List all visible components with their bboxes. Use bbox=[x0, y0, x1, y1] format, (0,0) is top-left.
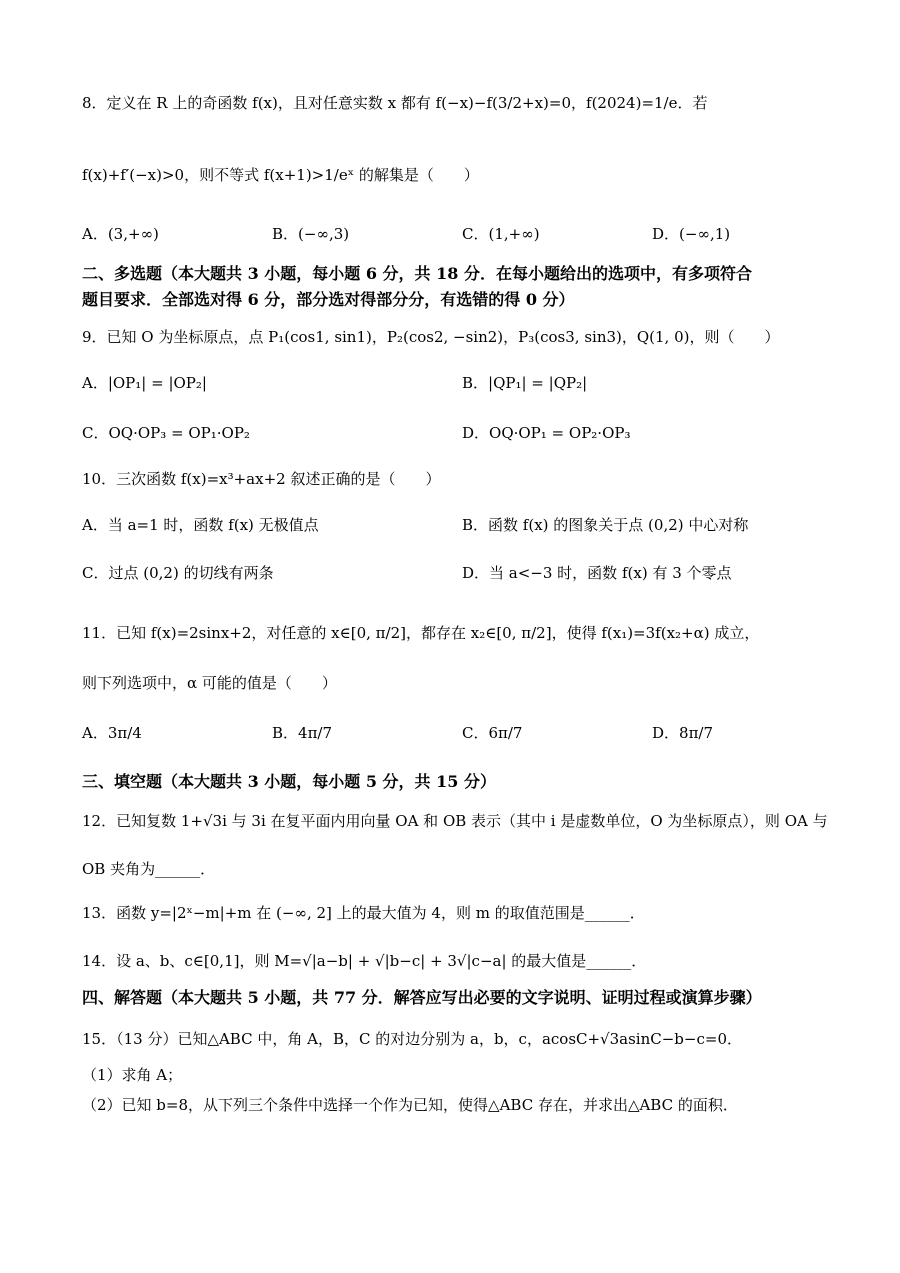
q10-stem: 10．三次函数 f(x)=x³+ax+2 叙述正确的是（ ） bbox=[82, 470, 441, 488]
section3-heading: 三、填空题（本大题共 3 小题，每小题 5 分，共 15 分） bbox=[82, 772, 496, 791]
section4-heading: 四、解答题（本大题共 5 小题，共 77 分．解答应写出必要的文字说明、证明过程或演算步骤） bbox=[82, 988, 762, 1007]
q8-option-c: C．(1,+∞) bbox=[462, 225, 540, 243]
q10-option-d: D．当 a<−3 时，函数 f(x) 有 3 个零点 bbox=[462, 564, 732, 582]
q9-option-d: D．OQ·OP₁ = OP₂·OP₃ bbox=[462, 424, 631, 442]
q11-option-d: D．8π/7 bbox=[652, 724, 714, 742]
q9-option-b: B．|QP₁| = |QP₂| bbox=[462, 374, 588, 392]
q8-option-a: A．(3,+∞) bbox=[82, 225, 159, 243]
q12-line2: OB 夹角为______． bbox=[82, 860, 216, 878]
q9-option-c: C．OQ·OP₃ = OP₁·OP₂ bbox=[82, 424, 250, 442]
q11-option-b: B．4π/7 bbox=[272, 724, 333, 742]
q11-option-c: C．6π/7 bbox=[462, 724, 523, 742]
q15-part1: （1）求角 A； bbox=[82, 1066, 183, 1084]
q10-option-c: C．过点 (0,2) 的切线有两条 bbox=[82, 564, 274, 582]
q15-stem: 15．（13 分）已知△ABC 中，角 A，B，C 的对边分别为 a，b，c，acosC+√3asinC−b−c=0． bbox=[82, 1030, 742, 1048]
q14: 14．设 a、b、c∈[0,1]，则 M=√|a−b| + √|b−c| + 3√|c−a| 的最大值是______． bbox=[82, 952, 647, 970]
q9-option-a: A．|OP₁| = |OP₂| bbox=[82, 374, 207, 392]
q11-line2: 则下列选项中，α 可能的值是（ ） bbox=[82, 674, 337, 692]
q10-option-b: B．函数 f(x) 的图象关于点 (0,2) 中心对称 bbox=[462, 516, 749, 534]
q11-line1: 11．已知 f(x)=2sinx+2，对任意的 x∈[0, π/2]，都存在 x₂∈[0, π/2]，使得 f(x₁)=3f(x₂+α) 成立， bbox=[82, 624, 760, 642]
q11-option-a: A．3π/4 bbox=[82, 724, 142, 742]
section2-heading-line2: 题目要求．全部选对得 6 分，部分选对得部分分，有选错的得 0 分） bbox=[82, 290, 575, 309]
q10-option-a: A．当 a=1 时，函数 f(x) 无极值点 bbox=[82, 516, 319, 534]
q8-line1: 8．定义在 R 上的奇函数 f(x)，且对任意实数 x 都有 f(−x)−f(3/2+x)=0，f(2024)=1/e．若 bbox=[82, 94, 708, 112]
q15-part2: （2）已知 b=8，从下列三个条件中选择一个作为已知，使得△ABC 存在，并求出△ABC 的面积． bbox=[82, 1096, 738, 1114]
q13: 13．函数 y=|2ˣ−m|+m 在 (−∞, 2] 上的最大值为 4，则 m 的取值范围是______． bbox=[82, 904, 645, 922]
q8-option-d: D．(−∞,1) bbox=[652, 225, 731, 243]
q9-stem: 9．已知 O 为坐标原点，点 P₁(cos1, sin1)，P₂(cos2, −sin2)，P₃(cos3, sin3)，Q(1, 0)，则（ ） bbox=[82, 328, 780, 346]
q8-line2: f(x)+f′(−x)>0，则不等式 f(x+1)>1/eˣ 的解集是（ ） bbox=[82, 166, 479, 184]
q12-line1: 12．已知复数 1+√3i 与 3i 在复平面内用向量 OA 和 OB 表示（其中 i 是虚数单位，O 为坐标原点），则 OA 与 bbox=[82, 812, 828, 830]
section2-heading-line1: 二、多选题（本大题共 3 小题，每小题 6 分，共 18 分．在每小题给出的选项中，有多项符合 bbox=[82, 264, 752, 283]
q8-option-b: B．(−∞,3) bbox=[272, 225, 350, 243]
